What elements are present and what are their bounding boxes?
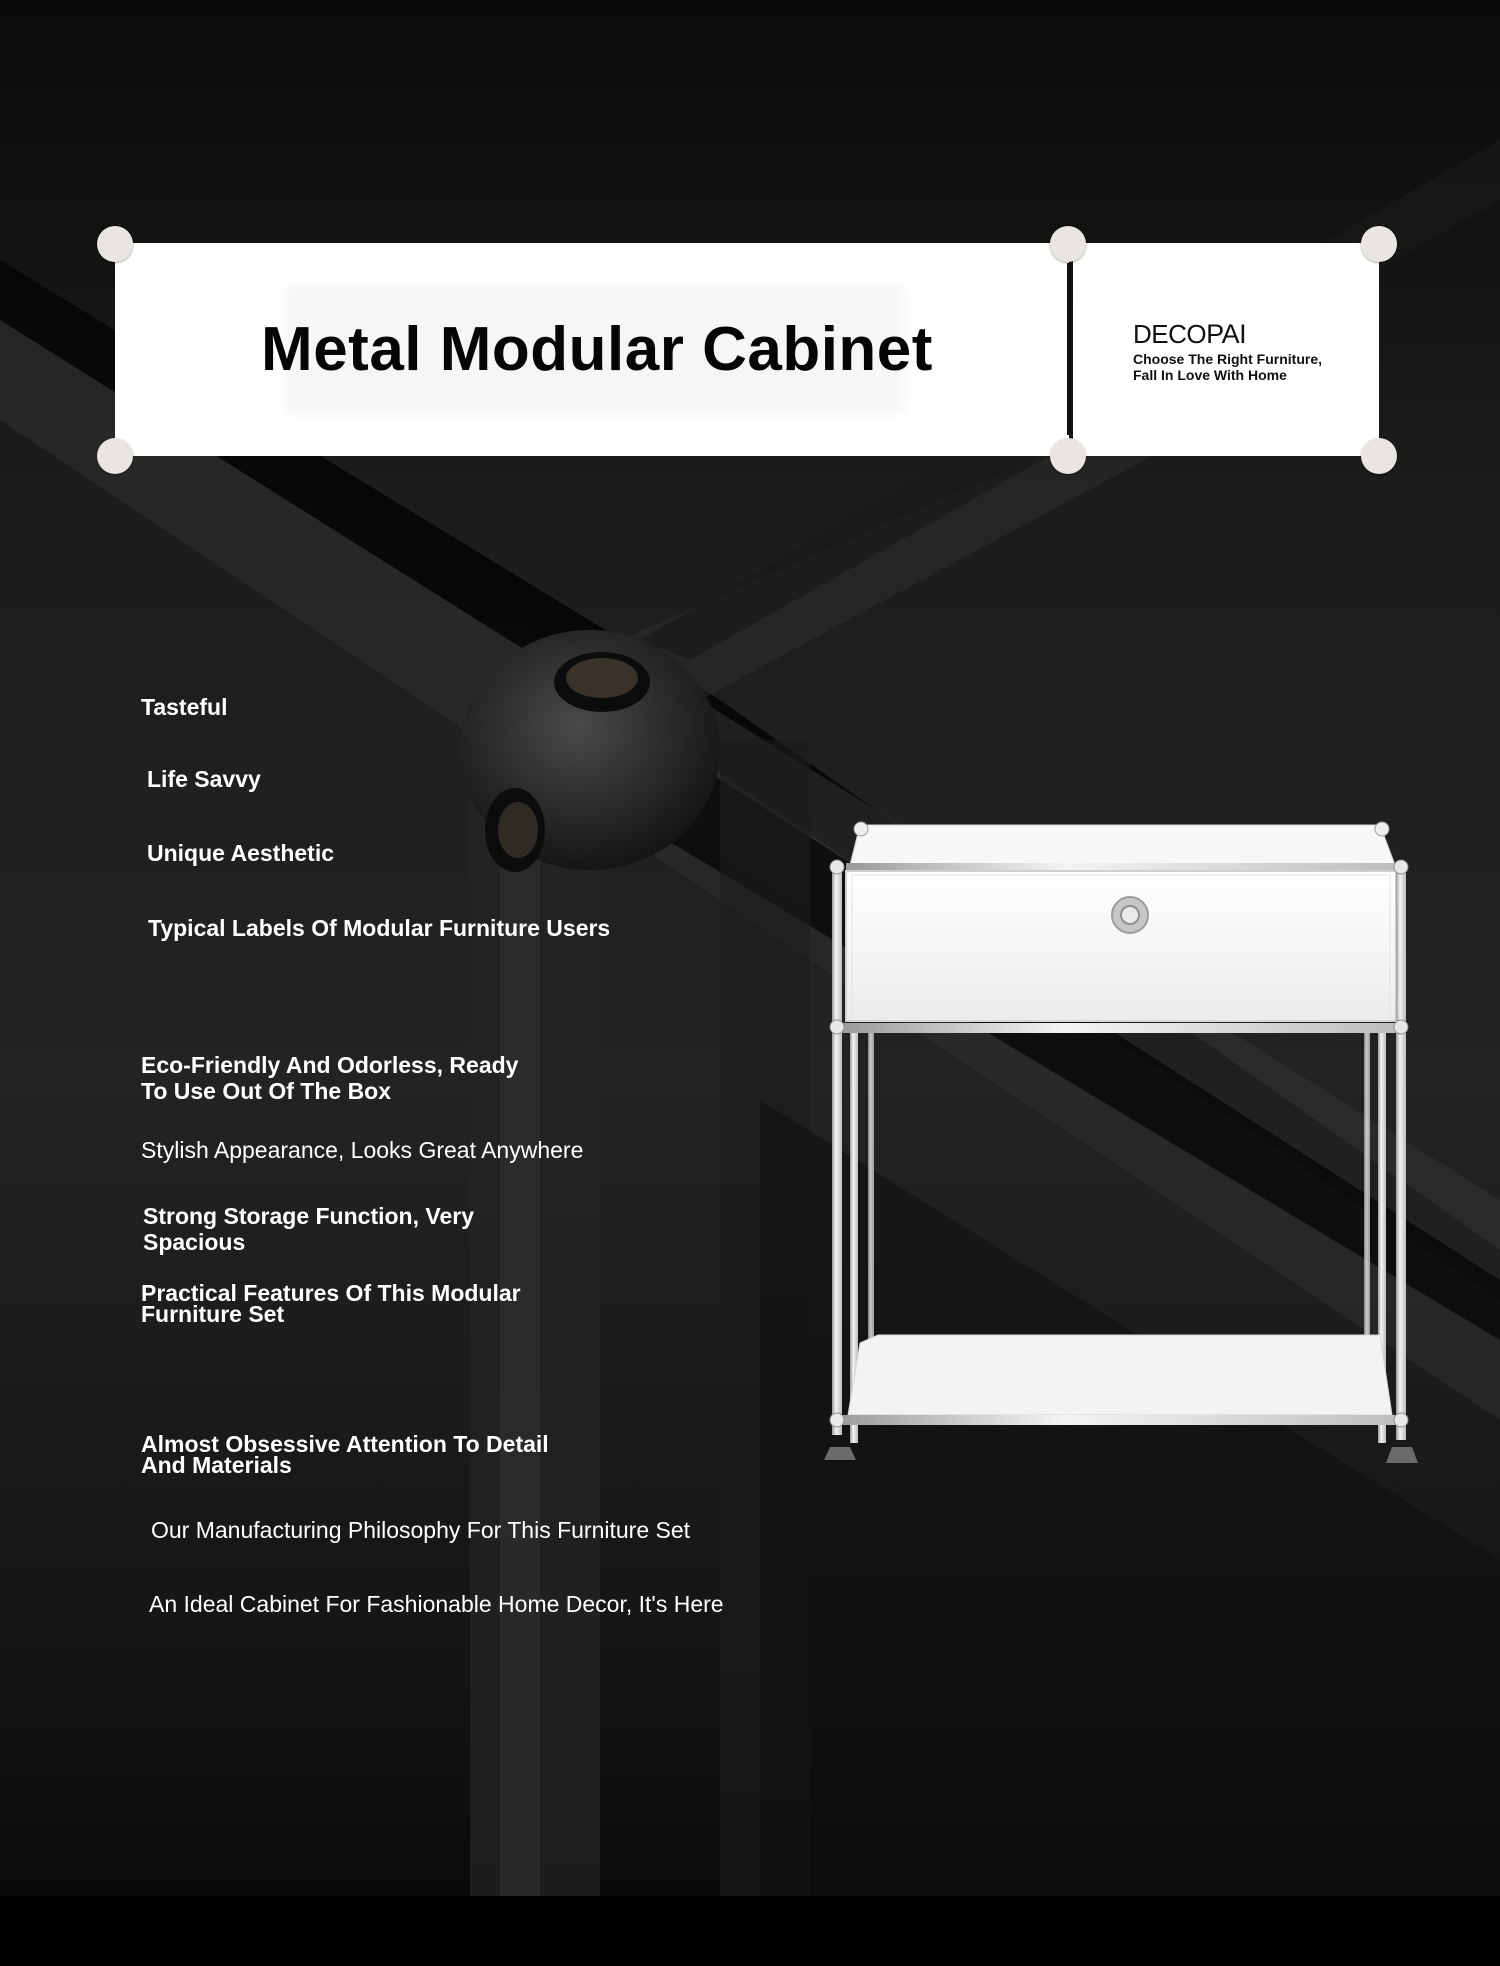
features-heading-line-2: Furniture Set xyxy=(141,1301,285,1327)
brand-logo xyxy=(1133,319,1246,350)
labels-heading: Typical Labels Of Modular Furniture Users xyxy=(148,915,611,941)
label-unique-aesthetic: Unique Aesthetic xyxy=(147,840,335,866)
pin-bottom-right xyxy=(1361,438,1397,474)
feature-eco-line-2: To Use Out Of The Box xyxy=(141,1078,392,1104)
label-life-savvy: Life Savvy xyxy=(147,766,261,792)
tagline-line-2: Fall In Love With Home xyxy=(1133,367,1287,383)
bottom-bar xyxy=(0,1896,1500,1966)
pin-bottom-left xyxy=(97,438,133,474)
feature-storage-line-2: Spacious xyxy=(143,1229,246,1255)
feature-stylish: Stylish Appearance, Looks Great Anywhere xyxy=(141,1137,584,1163)
tagline-line-1: Choose The Right Furniture, xyxy=(1133,351,1322,367)
brand-tagline xyxy=(1133,351,1322,383)
features-heading xyxy=(141,1280,521,1327)
philosophy-detail-line-1: Almost Obsessive Attention To Detail xyxy=(141,1431,549,1457)
feature-eco-friendly xyxy=(141,1052,518,1104)
cabinet-image xyxy=(820,815,1420,1475)
feature-storage-line-1: Strong Storage Function, Very xyxy=(143,1203,474,1229)
brand-logo-light: DECO xyxy=(1133,319,1207,349)
banner-divider xyxy=(1067,263,1072,435)
feature-storage xyxy=(143,1203,474,1255)
brand-logo-bold: PAI xyxy=(1206,319,1247,349)
feature-eco-line-1: Eco-Friendly And Odorless, Ready xyxy=(141,1052,519,1078)
philosophy-closing: An Ideal Cabinet For Fashionable Home Decor, It's Here xyxy=(149,1591,724,1617)
title-banner xyxy=(115,243,1069,456)
pin-top-left xyxy=(97,226,133,262)
features-heading-line-1: Practical Features Of This Modular xyxy=(141,1280,521,1306)
philosophy-detail xyxy=(141,1431,549,1478)
philosophy-heading: Our Manufacturing Philosophy For This Furniture Set xyxy=(151,1517,691,1543)
pin-top-right xyxy=(1361,226,1397,262)
pin-top-middle xyxy=(1050,226,1086,262)
philosophy-detail-line-2: And Materials xyxy=(141,1452,292,1478)
pin-bottom-middle xyxy=(1050,438,1086,474)
label-tasteful: Tasteful xyxy=(141,694,228,720)
page-title: Metal Modular Cabinet xyxy=(261,315,933,384)
brand-panel xyxy=(1073,243,1379,456)
